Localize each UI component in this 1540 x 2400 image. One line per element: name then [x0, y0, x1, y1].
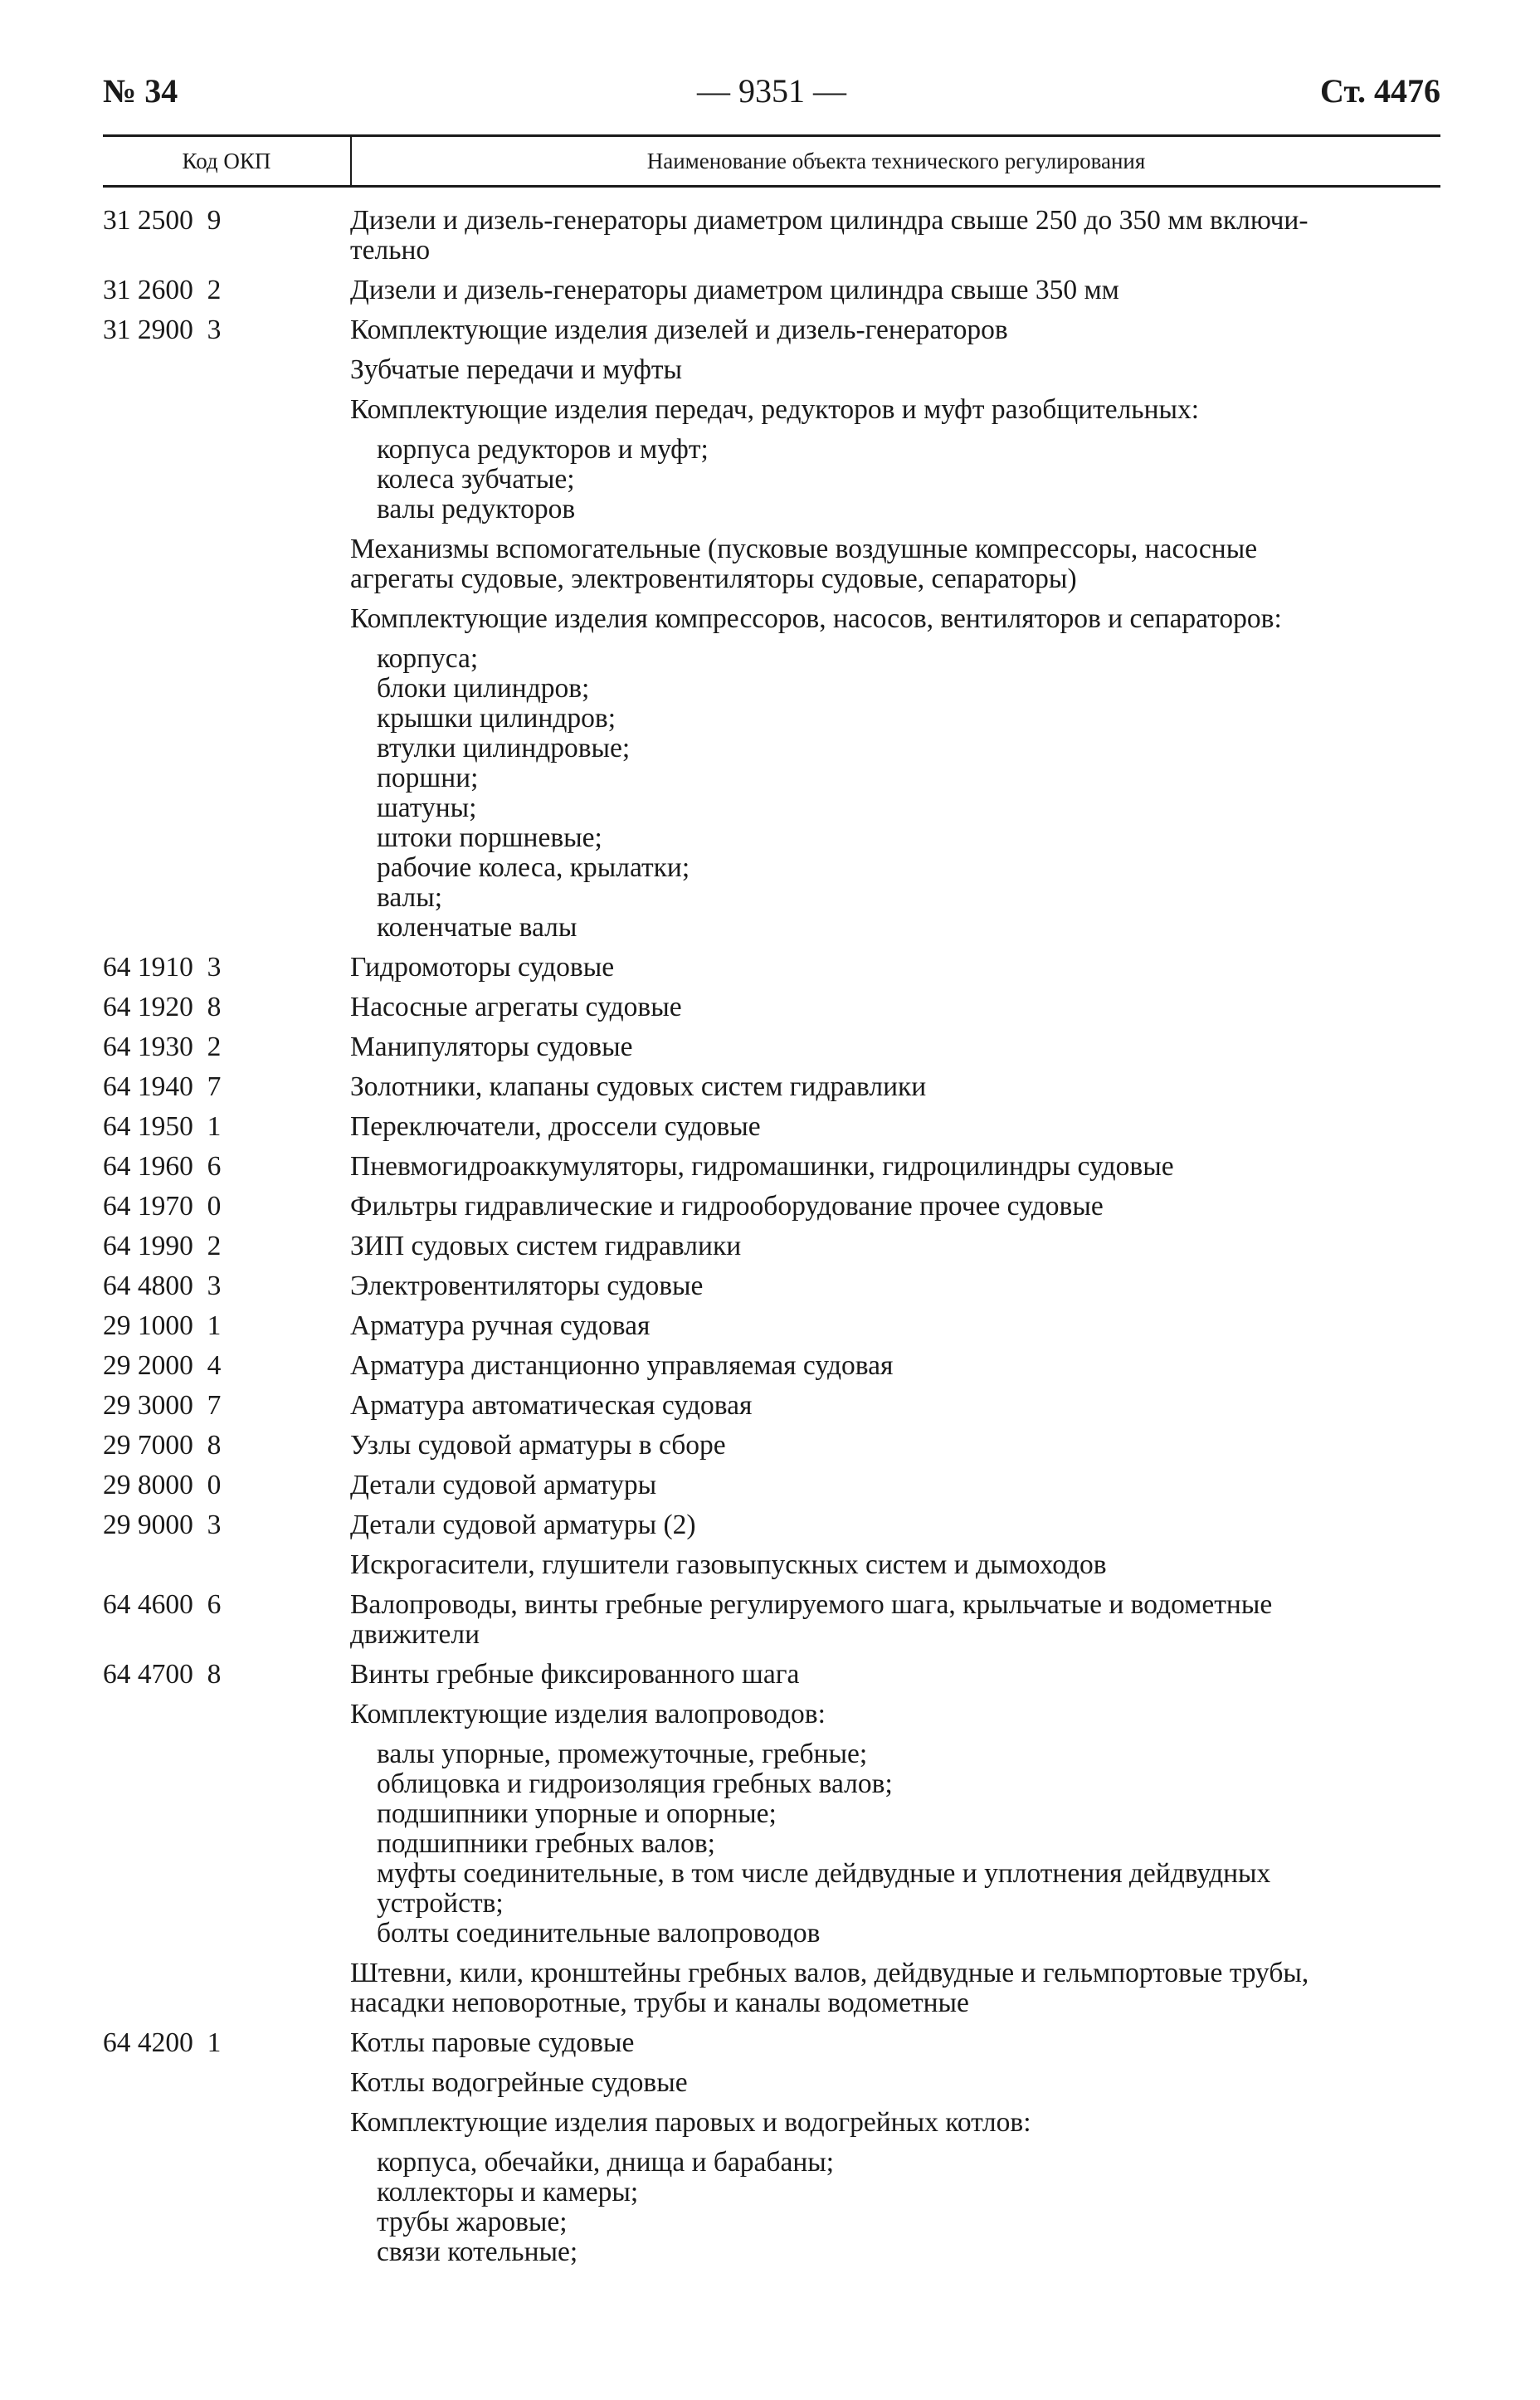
okp-code: 64 4800 3	[103, 1271, 222, 1301]
object-name-line: Комплектующие изделия паровых и водогрейных котлов:	[350, 2107, 1031, 2138]
object-name	[350, 395, 1440, 425]
object-name-line: Узлы судовой арматуры в сборе	[350, 1430, 726, 1461]
okp-code: 64 1990 2	[103, 1231, 222, 1261]
object-name-line: Дизели и дизель-генераторы диаметром цилиндра свыше 350 мм	[350, 275, 1119, 305]
object-name	[350, 1700, 1440, 1729]
okp-code: 31 2600 2	[103, 275, 222, 305]
okp-code: 64 4200 1	[103, 2027, 222, 2058]
object-name	[350, 2108, 1440, 2138]
object-name	[350, 355, 1440, 385]
object-name-line: Комплектующие изделия компрессоров, насосов, вентиляторов и сепараторов:	[350, 603, 1282, 634]
okp-code	[103, 2148, 350, 2267]
object-name	[350, 1510, 1440, 1540]
okp-code: 31 2900 3	[103, 315, 222, 345]
object-name	[350, 1072, 1440, 1102]
object-name-line: валы редукторов	[377, 494, 576, 524]
object-name	[350, 1271, 1440, 1301]
table-row	[103, 993, 1440, 1022]
object-name-line: Валопроводы, винты гребные регулируемого шага, крыльчатые и водометные	[350, 1589, 1273, 1620]
object-name-line: устройств;	[377, 1888, 504, 1919]
table-row	[103, 276, 1440, 305]
table-row	[103, 1112, 1440, 1142]
object-name-line: Переключатели, дроссели судовые	[350, 1111, 761, 1142]
object-name-line: Арматура дистанционно управляемая судовая	[350, 1350, 894, 1381]
object-name-line: Котлы паровые судовые	[350, 2027, 635, 2058]
table-row	[103, 1391, 1440, 1421]
okp-code	[103, 1739, 350, 1949]
okp-code: 64 1920 8	[103, 992, 222, 1022]
page-header	[103, 66, 1440, 116]
okp-code: 64 1940 7	[103, 1071, 222, 1102]
object-name-line: Насосные агрегаты судовые	[350, 992, 682, 1022]
object-name-line: корпуса;	[377, 643, 479, 674]
object-name	[350, 435, 1440, 524]
object-name-line: Электровентиляторы судовые	[350, 1271, 704, 1301]
object-name-line: Гидромоторы судовые	[350, 952, 615, 983]
table-row	[103, 2148, 1440, 2267]
document-page	[103, 66, 1440, 2277]
object-name	[350, 1431, 1440, 1461]
table-row	[103, 2108, 1440, 2138]
okp-code: 64 4600 6	[103, 1589, 222, 1620]
column-header-name: Наименование объекта технического регулирования	[646, 148, 1146, 173]
object-name-line: втулки цилиндровые;	[377, 733, 631, 763]
table-row	[103, 1072, 1440, 1102]
table-header	[103, 134, 1440, 188]
table-row	[103, 1739, 1440, 1949]
object-name	[350, 1152, 1440, 1182]
object-name	[350, 206, 1440, 266]
object-name	[350, 1311, 1440, 1341]
okp-code	[103, 1700, 350, 1729]
object-name	[350, 315, 1440, 345]
okp-code: 29 2000 4	[103, 1350, 222, 1381]
okp-code: 29 3000 7	[103, 1390, 222, 1421]
table-row	[103, 1431, 1440, 1461]
article-number: Ст. 4476	[1320, 72, 1440, 110]
table-row	[103, 1032, 1440, 1062]
okp-code	[103, 534, 350, 594]
object-name-line: Котлы водогрейные судовые	[350, 2067, 688, 2098]
table-row	[103, 1192, 1440, 1222]
object-name-line: Манипуляторы судовые	[350, 1032, 633, 1062]
object-name-line: Механизмы вспомогательные (пусковые воздушные компрессоры, насосные	[350, 534, 1258, 564]
object-name	[350, 1232, 1440, 1261]
object-name-line: движители	[350, 1619, 480, 1650]
table-row	[103, 534, 1440, 594]
table-row	[103, 1590, 1440, 1650]
object-name-line: Комплектующие изделия передач, редукторов и муфт разобщительных:	[350, 394, 1200, 425]
okp-code: 31 2500 9	[103, 205, 222, 236]
table-row	[103, 1311, 1440, 1341]
object-name-line: корпуса редукторов и муфт;	[377, 434, 709, 465]
object-name-line: крышки цилиндров;	[377, 703, 616, 734]
table-row	[103, 206, 1440, 266]
object-name-line: Арматура автоматическая судовая	[350, 1390, 753, 1421]
object-name	[350, 1739, 1440, 1949]
table-row	[103, 1700, 1440, 1729]
table-row	[103, 2028, 1440, 2058]
object-name-line: подшипники упорные и опорные;	[377, 1798, 777, 1829]
object-name	[350, 1660, 1440, 1690]
object-name	[350, 1351, 1440, 1381]
object-name	[350, 1112, 1440, 1142]
object-name	[350, 993, 1440, 1022]
table-row	[103, 644, 1440, 943]
object-name-line: облицовка и гидроизоляция гребных валов;	[377, 1768, 893, 1799]
object-name-line: рабочие колеса, крылатки;	[377, 852, 690, 883]
okp-code	[103, 1959, 350, 2018]
object-name-line: валы упорные, промежуточные, гребные;	[377, 1739, 868, 1769]
column-header-code: Код ОКП	[103, 137, 352, 185]
object-name	[350, 2028, 1440, 2058]
table-row	[103, 1232, 1440, 1261]
object-name	[350, 2148, 1440, 2267]
object-name-line: Детали судовой арматуры (2)	[350, 1510, 696, 1540]
okp-code	[103, 1550, 350, 1580]
object-name-line: трубы жаровые;	[377, 2207, 568, 2237]
object-name-line: Золотники, клапаны судовых систем гидравлики	[350, 1071, 927, 1102]
table-row	[103, 395, 1440, 425]
table-row	[103, 1351, 1440, 1381]
okp-table	[103, 206, 1440, 2267]
object-name-line: Детали судовой арматуры	[350, 1470, 657, 1500]
okp-code: 64 1970 0	[103, 1191, 222, 1222]
object-name-line: Комплектующие изделия дизелей и дизель-генераторов	[350, 315, 1008, 345]
table-row	[103, 953, 1440, 983]
okp-code	[103, 2068, 350, 2098]
object-name	[350, 2068, 1440, 2098]
okp-code: 64 1930 2	[103, 1032, 222, 1062]
object-name	[350, 1032, 1440, 1062]
object-name	[350, 644, 1440, 943]
object-name-line: тельно	[350, 235, 431, 266]
table-row	[103, 2068, 1440, 2098]
object-name-line: Дизели и дизель-генераторы диаметром цилиндра свыше 250 до 350 мм включи-	[350, 205, 1309, 236]
object-name-line: агрегаты судовые, электровентиляторы судовые, сепараторы)	[350, 563, 1077, 594]
okp-code: 29 7000 8	[103, 1430, 222, 1461]
object-name-line: Зубчатые передачи и муфты	[350, 354, 683, 385]
object-name-line: связи котельные;	[377, 2237, 578, 2267]
object-name-line: Штевни, кили, кронштейны гребных валов, дейдвудные и гельмпортовые трубы,	[350, 1958, 1309, 1988]
table-row	[103, 1152, 1440, 1182]
table-row	[103, 604, 1440, 634]
object-name-line: болты соединительные валопроводов	[377, 1918, 821, 1949]
table-row	[103, 1550, 1440, 1580]
object-name-line: ЗИП судовых систем гидравлики	[350, 1231, 742, 1261]
object-name-line: шатуны;	[377, 793, 477, 823]
object-name-line: Арматура ручная судовая	[350, 1310, 651, 1341]
page-number: — 9351 —	[697, 72, 846, 110]
object-name	[350, 1590, 1440, 1650]
object-name	[350, 953, 1440, 983]
object-name-line: Искрогасители, глушители газовыпускных систем и дымоходов	[350, 1549, 1107, 1580]
okp-code: 64 1950 1	[103, 1111, 222, 1142]
table-row	[103, 1660, 1440, 1690]
table-row	[103, 315, 1440, 345]
object-name	[350, 604, 1440, 634]
okp-code	[103, 435, 350, 524]
okp-code	[103, 395, 350, 425]
object-name-line: коленчатые валы	[377, 912, 578, 943]
object-name-line: валы;	[377, 882, 443, 913]
object-name-line: штоки поршневые;	[377, 822, 602, 853]
object-name-line: корпуса, обечайки, днища и барабаны;	[377, 2147, 835, 2178]
object-name-line: Пневмогидроаккумуляторы, гидромашинки, гидроцилиндры судовые	[350, 1151, 1174, 1182]
table-row	[103, 1959, 1440, 2018]
table-row	[103, 355, 1440, 385]
object-name	[350, 1471, 1440, 1500]
table-row	[103, 1510, 1440, 1540]
okp-code: 29 8000 0	[103, 1470, 222, 1500]
object-name	[350, 1192, 1440, 1222]
object-name	[350, 276, 1440, 305]
table-row	[103, 1271, 1440, 1301]
object-name-line: колеса зубчатые;	[377, 464, 575, 495]
object-name	[350, 534, 1440, 594]
object-name-line: Фильтры гидравлические и гидрооборудование прочее судовые	[350, 1191, 1104, 1222]
object-name-line: коллекторы и камеры;	[377, 2177, 639, 2207]
okp-code: 64 4700 8	[103, 1659, 222, 1690]
okp-code	[103, 2108, 350, 2138]
okp-code: 64 1910 3	[103, 952, 222, 983]
object-name-line: насадки неповоротные, трубы и каналы водометные	[350, 1988, 969, 2018]
object-name-line: Комплектующие изделия валопроводов:	[350, 1699, 826, 1729]
issue-number: № 34	[103, 72, 178, 110]
okp-code: 64 1960 6	[103, 1151, 222, 1182]
okp-code	[103, 355, 350, 385]
okp-code	[103, 644, 350, 943]
object-name	[350, 1550, 1440, 1580]
object-name	[350, 1391, 1440, 1421]
table-row	[103, 435, 1440, 524]
object-name-line: поршни;	[377, 763, 479, 793]
okp-code: 29 1000 1	[103, 1310, 222, 1341]
okp-code: 29 9000 3	[103, 1510, 222, 1540]
okp-code	[103, 604, 350, 634]
object-name-line: муфты соединительные, в том числе дейдвудные и уплотнения дейдвудных	[377, 1858, 1271, 1889]
object-name	[350, 1959, 1440, 2018]
table-row	[103, 1471, 1440, 1500]
object-name-line: Винты гребные фиксированного шага	[350, 1659, 800, 1690]
object-name-line: блоки цилиндров;	[377, 673, 590, 704]
object-name-line: подшипники гребных валов;	[377, 1828, 715, 1859]
